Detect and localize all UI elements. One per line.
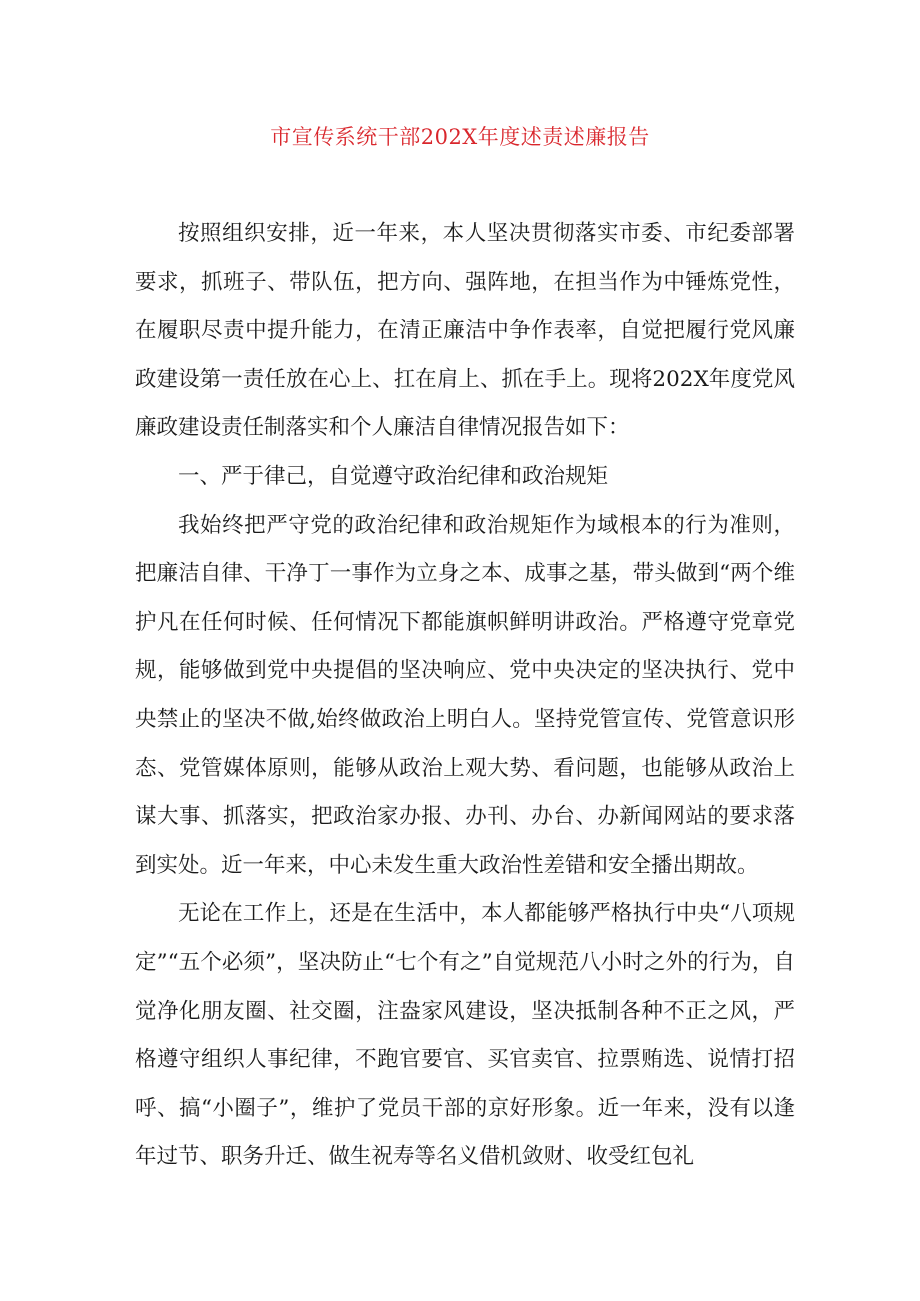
paragraph-political-discipline: 我始终把严守党的政治纪律和政治规矩作为域根本的行为准则，把廉洁自律、干净丁一事作为立身之本、成事之基，带头做到“两个维护凡在任何时候、任何情况下都能旗帜鲜明讲政治。严格遵守党章党规，能够做到党中央提倡的坚决响应、党中央决定的坚决执行、党中央禁止的坚决不做,始终做政治上明白人。坚持党管宣传、党管意识形态、党管媒体原则，能够从政治上观大势、看问题，也能够从政治上谋大事、抓落实，把政治家办报、办刊、办台、办新闻网站的要求落到实处。近一年来，中心未发生重大政治性差错和安全播出期故。 (135, 512, 795, 878)
document-title: 市宣传系统干部202X年度述责述廉报告 (270, 125, 650, 149)
paragraph-eight-rules: 无论在工作上，还是在生活中，本人都能够严格执行中央“八项规定”“五个必须”，坚决防止“七个有之”自觉规范八小时之外的行为，自觉净化朋友圈、社交圈，注盎家风建设，坚决抵制各种不正之风，严格遵守组织人事纪律，不跑官要官、买官卖官、拉票贿选、说情打招呼、搞“小圈子”，维护了党员干部的京好形象。近一年来，没有以逢年过节、职务升迁、做生祝寿等名义借机敛财、收受红包礼 (135, 901, 795, 1170)
section-heading-1: 一、严于律己，自觉遵守政治纪律和政治规矩 (178, 463, 609, 489)
document-body (135, 210, 795, 1182)
paragraph-intro: 按照组织安排，近一年来，本人坚决贯彻落实市委、市纪委部署要求，抓班子、带队伍，把方向、强阵地，在担当作为中锤炼党性，在履职尽责中提升能力，在清正廉洁中争作表率，自觉把履行党风廉政建设第一责任放在心上、扛在肩上、抓在手上。现将202X年度党风廉政建设责任制落实和个人廉洁自律情况报告如下： (135, 221, 795, 441)
